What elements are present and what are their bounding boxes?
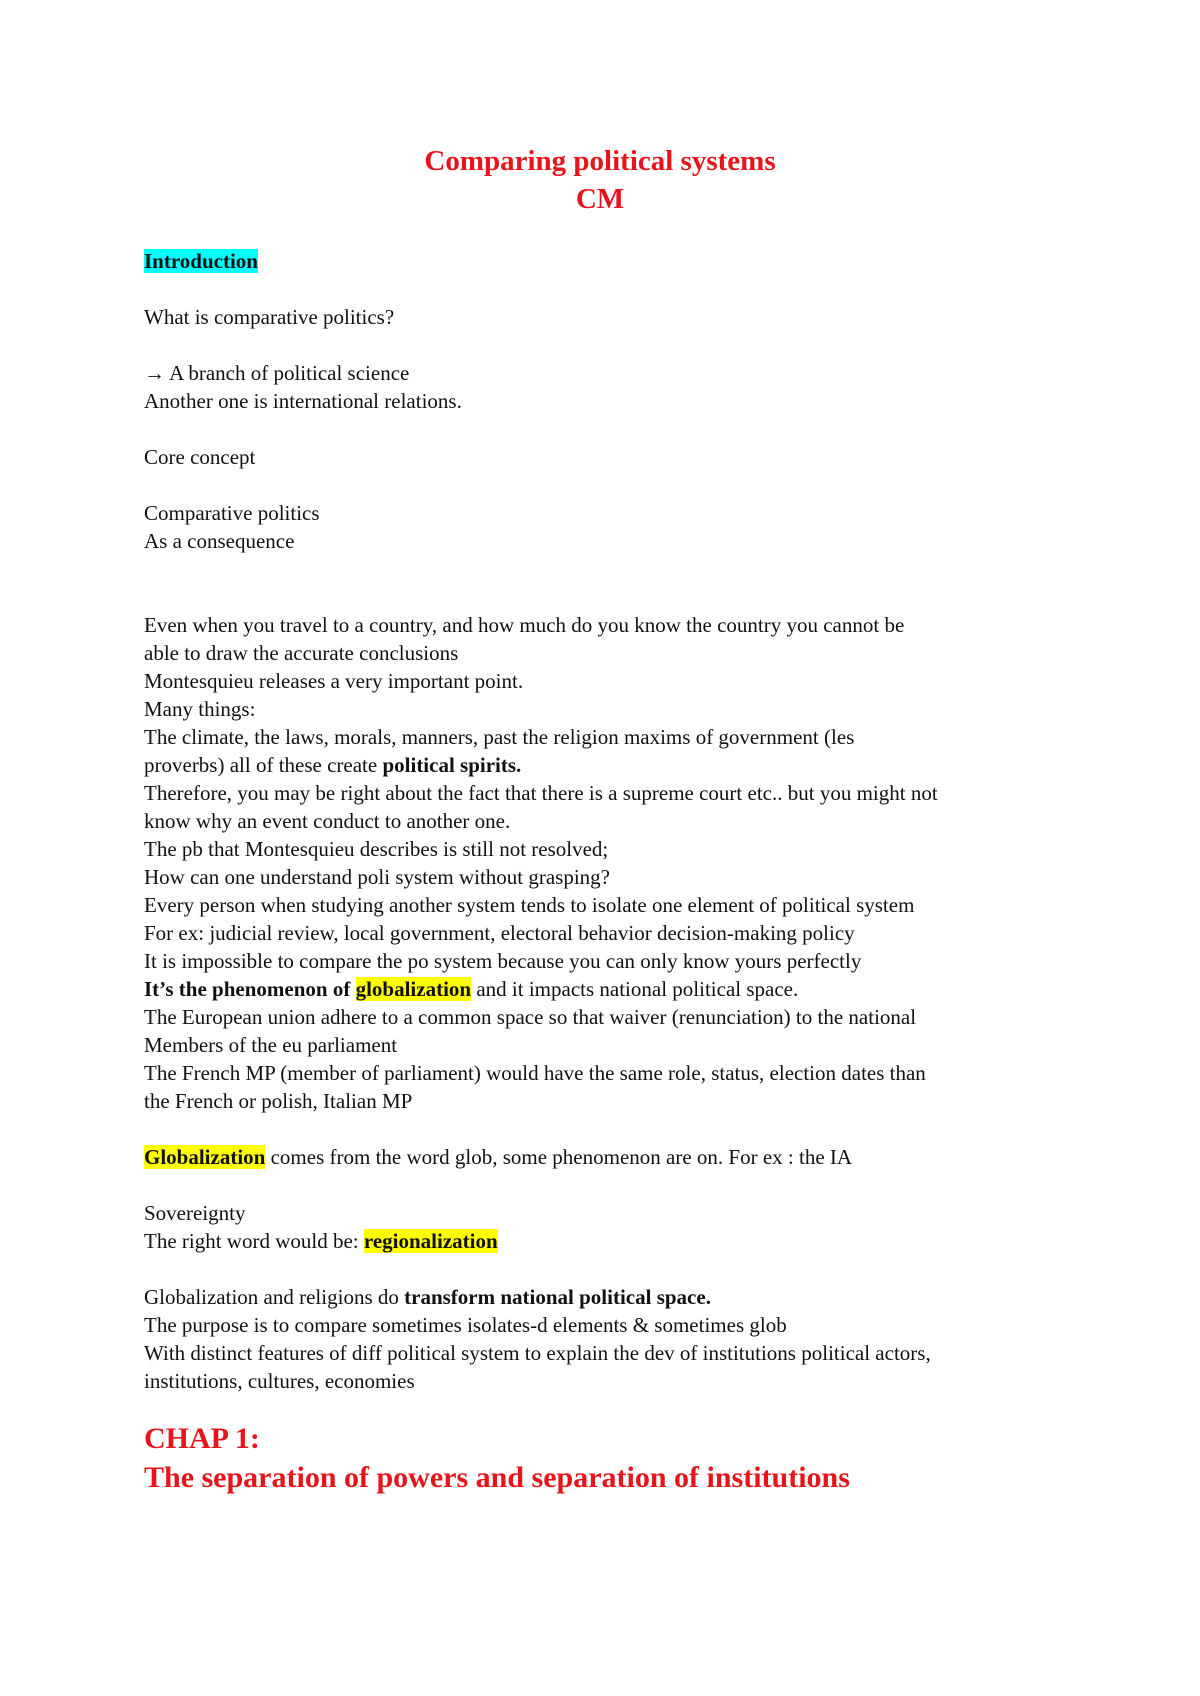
another-line: Another one is international relations. <box>144 389 462 413</box>
intro-heading: Introduction <box>144 249 258 273</box>
blank-line <box>144 555 1084 583</box>
intro-heading-line <box>144 247 1084 275</box>
comparative-politics-line: Comparative politics <box>144 501 320 525</box>
chapter-title: The separation of powers and separation of institutions <box>144 1461 850 1494</box>
closing-line <box>144 1283 1084 1311</box>
highlighted-term: Globalization <box>144 1145 266 1169</box>
bold-phrase: transform national political space. <box>404 1285 711 1309</box>
highlighted-term: regionalization <box>363 1229 498 1253</box>
highlighted-term: globalization <box>355 977 472 1001</box>
paragraph-line: How can one understand poli system without grasping? <box>144 865 610 889</box>
paragraph-line <box>144 751 1084 779</box>
paragraph-line: The French MP (member of parliament) would have the same role, status, election dates than <box>144 1061 926 1085</box>
arrow-line-text: A branch of political science <box>165 361 410 385</box>
question-line: What is comparative politics? <box>144 305 395 329</box>
blank-line <box>144 1255 1084 1283</box>
paragraph-line: Many things: <box>144 697 256 721</box>
paragraph-line: It is impossible to compare the po system because you can only know yours perfectly <box>144 949 862 973</box>
title-line-2: CM <box>575 183 625 215</box>
bold-phrase: political spirits. <box>382 753 522 777</box>
paragraph-line: Montesquieu releases a very important point. <box>144 669 524 693</box>
paragraph-text: comes from the word glob, some phenomenon are on. For ex : the IA <box>265 1145 853 1169</box>
right-word-line <box>144 1227 1084 1255</box>
paragraph-line: The European union adhere to a common space so that waiver (renunciation) to the national <box>144 1005 917 1029</box>
closing-line: With distinct features of diff political system to explain the dev of institutions political actors, <box>144 1341 931 1365</box>
paragraph-line: The pb that Montesquieu describes is still not resolved; <box>144 837 609 861</box>
paragraph-line: the French or polish, Italian MP <box>144 1089 413 1113</box>
paragraph-text: Globalization and religions do <box>144 1285 405 1309</box>
paragraph-text: The right word would be: <box>144 1229 364 1253</box>
as-consequence-line: As a consequence <box>144 529 295 553</box>
blank-line <box>144 1171 1084 1199</box>
arrow-line <box>144 359 1084 387</box>
blank-line <box>144 415 1084 443</box>
blank-line <box>144 1115 1084 1143</box>
paragraph-line: able to draw the accurate conclusions <box>144 641 459 665</box>
paragraph-line: Even when you travel to a country, and how much do you know the country you cannot be <box>144 613 905 637</box>
blank-line <box>144 583 1084 611</box>
document-body <box>144 247 1084 1395</box>
blank-line <box>144 275 1084 303</box>
core-concept-line: Core concept <box>144 445 256 469</box>
bold-phrase: It’s the phenomenon of <box>144 977 356 1001</box>
paragraph-line: know why an event conduct to another one. <box>144 809 511 833</box>
title-line-1: Comparing political systems <box>424 145 776 177</box>
document-title <box>0 142 1200 218</box>
closing-line: The purpose is to compare sometimes isolates-d elements & sometimes glob <box>144 1313 787 1337</box>
closing-line: institutions, cultures, economies <box>144 1369 415 1393</box>
sovereignty-line: Sovereignty <box>144 1201 246 1225</box>
blank-line <box>144 471 1084 499</box>
paragraph-line <box>144 975 1084 1003</box>
chapter-heading <box>144 1419 1104 1497</box>
paragraph-text: and it impacts national political space. <box>471 977 799 1001</box>
paragraph-line: Members of the eu parliament <box>144 1033 398 1057</box>
blank-line <box>144 331 1084 359</box>
paragraph-line: Therefore, you may be right about the fact that there is a supreme court etc.. but you might not <box>144 781 938 805</box>
chapter-number: CHAP 1: <box>144 1422 260 1455</box>
paragraph-text: proverbs) all of these create <box>144 753 383 777</box>
paragraph-line: Every person when studying another system tends to isolate one element of political system <box>144 893 915 917</box>
paragraph-line: The climate, the laws, morals, manners, past the religion maxims of government (les <box>144 725 855 749</box>
paragraph-line: For ex: judicial review, local government, electoral behavior decision-making policy <box>144 921 855 945</box>
arrow-icon: → <box>144 361 165 385</box>
globalization-line <box>144 1143 1084 1171</box>
